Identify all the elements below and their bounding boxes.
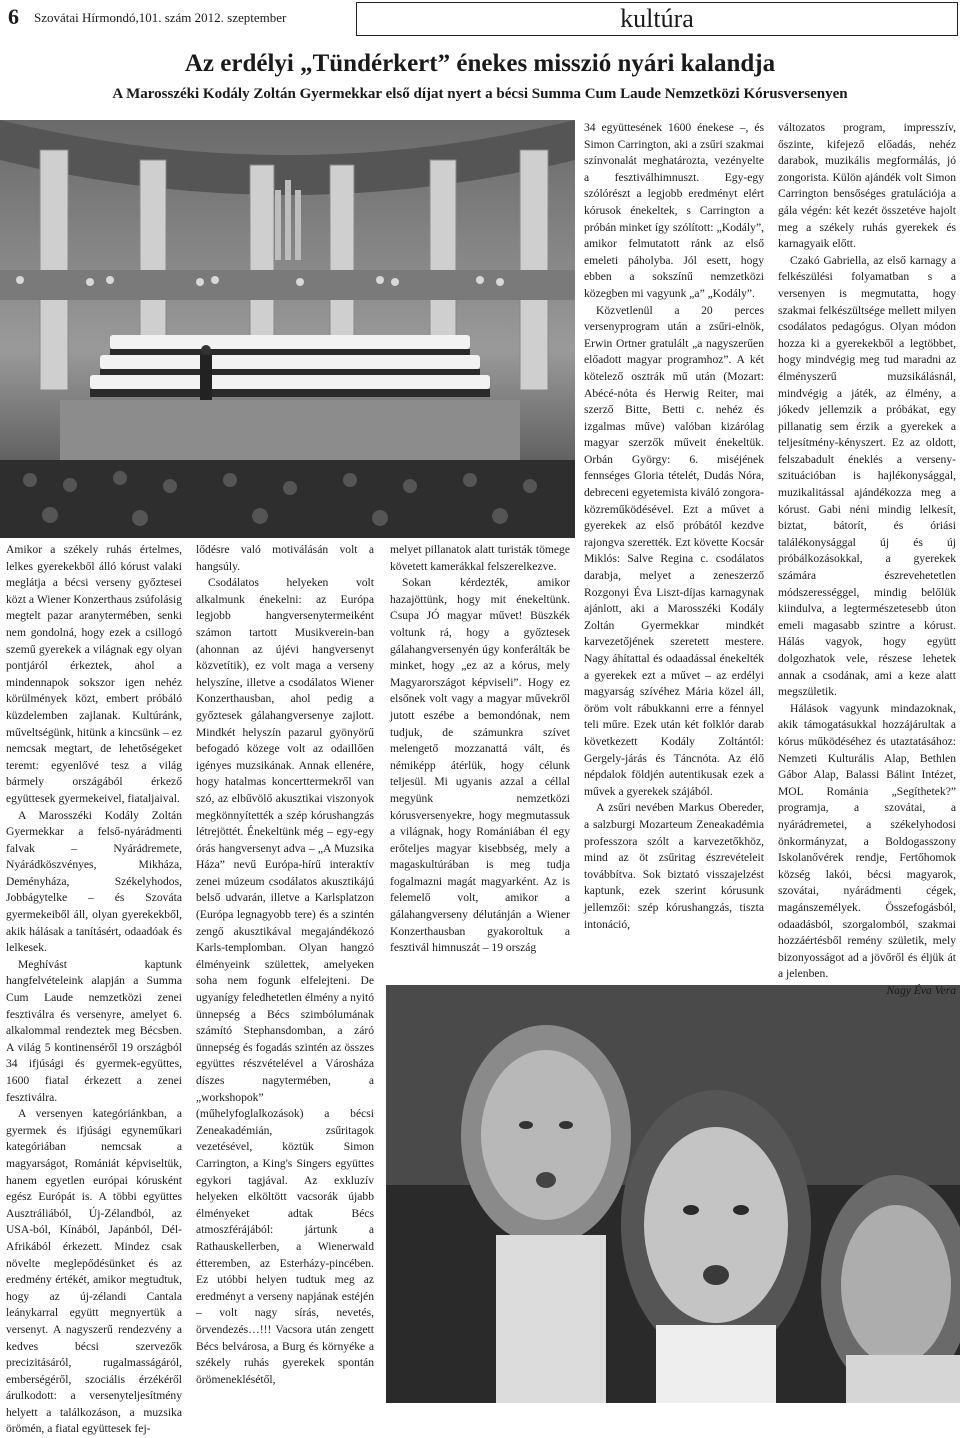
concert-hall-choir-photo bbox=[0, 120, 575, 538]
paragraph: Amikor a székely ruhás értelmes, lelkes gyerekekből álló kórust valaki meglátja a bécsi verseny győztesei közt a Wiener Konzerthaus zsúfolásig megtelt pazar aranytermében, senki nem gondolná, hogy ezek a csillogó szemű gyerekek a világnak egy olyan pontjáról érkeztek, ahol a mindennapok sokszor igen nehéz körülmények közt, embert próbáló küzdelemben zajlanak. Kultúránk, műveltségünk, hitünk a kincsünk – ez nemcsak megtart, de lehetőségeket teremt: egyenlővé tesz a világ bármely országából érkező együttesek gyermekeivel, fiataljaival. bbox=[6, 543, 182, 805]
page-number: 6 bbox=[8, 4, 19, 29]
article-column-4 bbox=[584, 120, 764, 933]
paragraph: változatos program, impresszív, őszinte, kifejező előadás, nehéz darabok, muzikális megformálás, jó zongorista. Külön ajándék volt Simon Carrington bensőséges gratulációja a gála végén: két kezét összetéve hajolt meg a székely ruhás gyerekek és karnagyaik előtt. bbox=[778, 121, 956, 251]
article-column-1 bbox=[6, 542, 182, 1438]
author-signature: Nagy Éva Vera bbox=[886, 983, 956, 997]
paragraph: Csodálatos helyeken volt alkalmunk énekelni: az Európa legjobb hangversenytermeiként számon tartott Musikverein-ban (ahonnan az újévi hangversenyt közvetítik), ez volt maga a verseny helyszíne, illetve a csodálatos Wiener Konzerthausban, ahol pedig a győztesek gálahangversenye zajlott. Mindkét helyszín pazarul gyönyörű befogadó közege volt az odaillően igényes muzsikának. Annak ellenére, hogy hatalmas koncerttermekről van szó, az elbűvölő akusztikai viszonyok megkönnyítették a szép kórushangzás létrejöttét. Énekeltünk még – egy-egy órás hangversenyt adva – „A Muzsika Háza” nevű Európa-hírű interaktív zenei múzeum csodálatos akusztikájú belső udvarán, illetve a Karlsplatzon (Európa legnagyobb tere) és a szintén zengő akusztikával megajándékozó Karls-templomban. Olyan hangzó élményeink születtek, amelyeken soha nem fogunk elfelejteni. De ugyanígy feledhetetlen élmény a nyitó ünnepség a Bécs szimbólumának számító Stephansdomban, a záró ünnepség és fogadás szintén az összes együttes részvételével a Városháza díszes nagytermében, a „workshopok” (műhelyfoglalkozások) a bécsi Zeneakadémián, zsűritagok vezetésével, köztük Simon Carrington, a King's Singers együttes egykori tagjával. Az exkluzív helyeken elköltött vacsorák újabb élményeket adtak Bécs atmoszférájából: jártunk a Rathauskellerben, a Wienerwald étteremben, az Esterházy-pincében. Ez utóbbi helyen tudtuk meg az eredményt a verseny napjának estéjén – volt nagy sírás, nevetés, örvendezés…!!! Vacsora után zengett Bécs belvárosa, a Burg és környéke a székely ruhás gyerekek spontán örömeneklésétől, bbox=[196, 576, 374, 1386]
singing-girls-photo bbox=[386, 985, 960, 1403]
section-label: kultúra bbox=[356, 2, 958, 36]
paragraph: A zsűri nevében Markus Obereder, a salzburgi Mozarteum Zeneakadémia professzora szólt a karvezetőkhöz, mind az öt zsűritag észrevételeit továbbítva. Sok biztató visszajelzést kaptunk, ezek szerint kórusunk jellemzői: szép kórushangzás, tiszta intonáció, bbox=[584, 801, 764, 931]
paragraph: lődésre való motiválásán volt a hangsúly. bbox=[196, 543, 374, 573]
article-column-2 bbox=[196, 542, 374, 1388]
paragraph: Czakó Gabriella, az első karnagy a felkészülési folyamatban s a versenyen is megmutatta, hogy szakmai felkészültsége mellett milyen csodálatos pedagógus. Olyan módon hozza ki a gyerekekből a legtöbbet, hogy mindvégig meg tud maradni az élményszerű muzsikálásnál, mindvégig a játék, az élmény, a jókedv jellemzik a próbákat, egy pillanatig sem érzik a gyerekek a teljesítmény-kényszert. Ez az oldott, felszabadult éneklés a verseny-szituációban is hajlékonysággal, muzikalitással ajándékozza meg a kórust. Gabi néni mindig lelkesít, biztat, bátorít, és óriási találékonysággal új és új próbálkozásokkal, a gyerekek számára észrevehetetlen módszerességgel, mindig belőlük kiindulva, a legtermészetesebb úton emeli magasabb szintre a kórust. Hálás vagyok, hogy együtt dolgozhatok vele, részese lehetek annak a csodának, ami a keze alatt megszületik. bbox=[778, 253, 956, 699]
page-header bbox=[0, 0, 960, 40]
article-column-5 bbox=[778, 120, 956, 999]
paragraph: A Marosszéki Kodály Zoltán Gyermekkar a felső-nyárádmenti falvak – Nyárádremete, Nyárádköszvényes, Mikháza, Deményháza, Székelyhodos, Jobbágytelke – és Szováta gyermekeiből áll, olyan gyerekekből, akik hálásak a tanításért, odaadóak és lelkesek. bbox=[6, 808, 182, 955]
article-title: Az erdélyi „Tündérkert” énekes misszió nyári kalandja bbox=[184, 50, 776, 77]
paragraph: Meghívást kaptunk hangfelvételeink alapján a Summa Cum Laude nemzetközi zenei fesztiválra és versenyre, amelyet 6. alkalommal rendeztek meg Bécsben. A világ 5 kontinenséről 19 országból 34 ifjúsági és gyermek-együttes, 1600 fiatal érkezett a zenei fesztiválra. bbox=[6, 957, 182, 1104]
article-subtitle: A Marosszéki Kodály Zoltán Gyermekkar első díjat nyert a bécsi Summa Cum Laude Nemzetközi Kórusversenyen bbox=[112, 86, 848, 102]
paragraph: Sokan kérdezték, amikor hazajöttünk, hogy mit énekeltünk. Csupa JÓ magyar művet! Büszkék voltunk rá, hogy a győztesek gálahangversenyén úgy konferálták be minket, hogy „ez az a kórus, mely Magyarországot képviseli”. Hogy ez elsőnek volt vagy a magyar művekről jutott eszébe a bemondónak, nem tudjuk, de számunkra szívet melengető mozzanattá vált, és némiképp átérlük, hogy célunk teljesül. Mi ugyanis azzal a céllal megyünk nemzetközi kórusversenyekre, hogy megmutassuk a világnak, hogy Romániában él egy erőteljes magyar kisebbség, mely a magaskultúrában is meg tudja fogalmazni magát magyarként. Az is felemelő volt, amikor a gálahangverseny délutánján a Wiener Konzerthausban gyakoroltuk a fesztivál himnuszát – 19 ország bbox=[390, 576, 570, 955]
paragraph: Hálások vagyunk mindazoknak, akik támogatásukkal hozzájárultak a kórus működéséhez és utaztatásához: Nemzeti Kulturális Alap, Bethlen Gábor Alap, Balassi Bálint Intézet, MOL Románia „Segíthetek?” programja, a szovátai, a nyárádremetei, a székelyhodosi önkormányzat, a Boldogasszony Iskolanővérek rendje, Fertőhomok község lakói, bécsi magyarok, szovátai, nyárádmenti cégek, magánszemélyek. Összefogásból, odaadásból, szorgalomból, szakmai hozzáértésből remény születik, mely bizonyosságot ad a jövőről és éljük át a jelenben. bbox=[778, 701, 956, 981]
paragraph: melyet pillanatok alatt turisták tömege követett kamerákkal felszerelkezve. bbox=[390, 543, 570, 573]
paragraph: A versenyen kategóriánkban, a gyermek és ifjúsági egyneműkari kategóriában nemcsak a magyarságot, Romániát képviseltük, hanem egyetlen európai kórusként egész Európát is. A többi együttes Ausztráliából, Új-Zélandból, az USA-ból, Kínából, Japánból, Dél-Afrikából érkezett. Mindez csak növelte meglepődésünket és az eredmény értékét, amikor megtudtuk, hogy az új-zélandi Cantala leánykarral együtt megnyertük a versenyt. A nagyszerű rendezvény a kedves bécsi szervezők precizitásáról, rugalmasságáról, emberségéről, szociális érzékéről árulkodott: a versenyteljesítmény helyett a találkozáson, a muzsika örömén, a fiatal együttesek fej- bbox=[6, 1107, 182, 1436]
paragraph: Közvetlenül a 20 perces versenyprogram után a zsűri-elnök, Erwin Ortner gratulált „a nagyszerűen előadott magyar programhoz”. A két kötelező osztrák mű után (Mozart: Abécé-nóta és Herwig Reiter, mai szerző Bitte, Betti c. nehéz és izgalmas műve) valóban kizárólag magyar szerzők műveit énekeltük. Orbán György: 6. miséjének fennséges Gloria tételét, Dudás Nóra, debreceni egyetemista kiváló zongora-közreműködésével. Ezt a művet a gyerekek az első próbától kezdve rajongva szerették. Ezt követte Kocsár Miklós: Salve Regina c. csodálatos darabja, melyet a zeneszerző Rozgonyi Éva Liszt-díjas karnagynak ajánlott, aki a Marosszéki Kodály Zoltán Gyermekkar mindkét karvezetőjének szeretett mestere. Nagy áhítattal és odaadással énekelték a gyerekek ezt a művet – az erdélyi magyarság szívéhez Mária közel áll, öröm volt rábukkanni erre a fénnyel teli műre. Ezek után két folklór darab következett Kodály Zoltántól: Gergely-járás és Táncnóta. Az élő népdalok földjén autentikusak ezek a művek a gyerekek szájából. bbox=[584, 303, 764, 798]
publication-line: Szovátai Hírmondó,101. szám 2012. szeptember bbox=[34, 10, 287, 25]
article-column-3 bbox=[390, 542, 570, 957]
paragraph: 34 együttesének 1600 énekese –, és Simon Carrington, aki a zsűri szakmai színvonalát meghatározta, vezényelte a fesztiválhimnuszt. Egy-egy szólórészt a legjobb eredményt elért kórusok énekeltek, s Carrington a próbán minket így szólított: „Kodály”, amikor felmutatott ránk az első emeleti páholyba. Jól esett, hogy ebben a sokszínű nemzetközi közegben mi vagyunk „a” „Kodály”. bbox=[584, 121, 764, 300]
